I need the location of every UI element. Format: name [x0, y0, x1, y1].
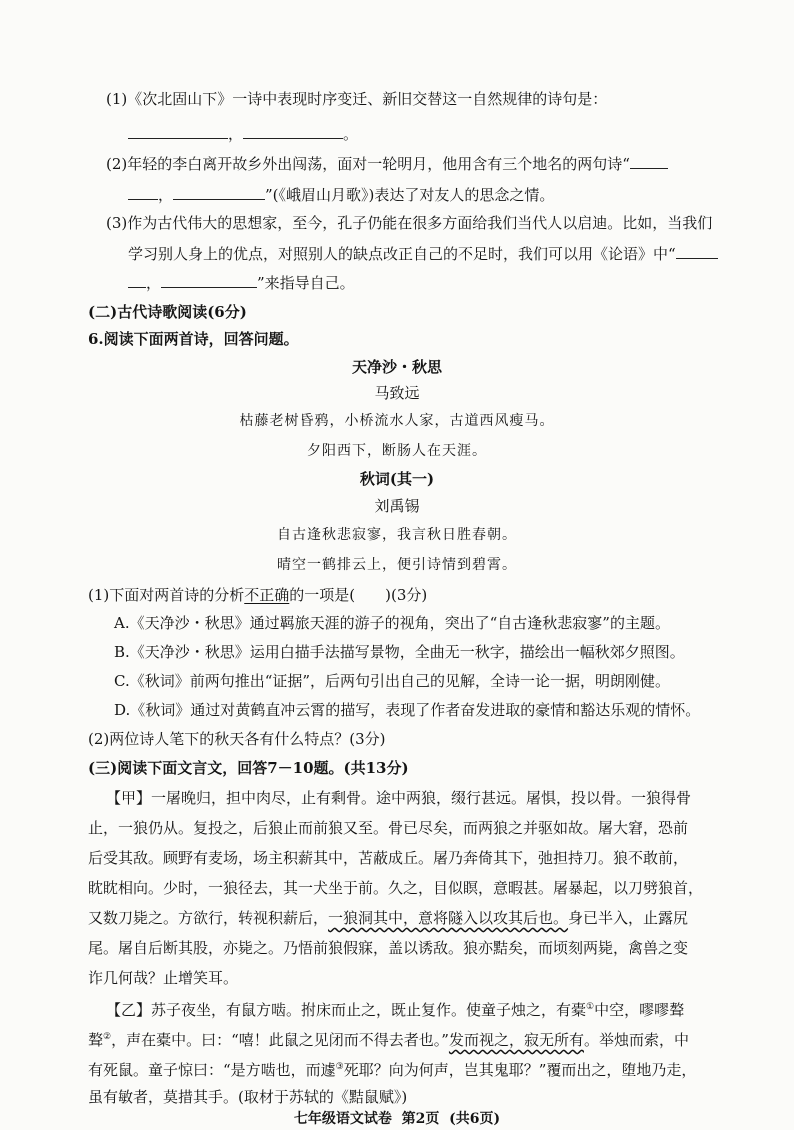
passage-jia-line: 尾。屠自后断其股，亦毙之。乃悟前狼假寐，盖以诱敌。狼亦黠矣，而顷刻两毙，禽兽之变	[88, 939, 689, 957]
passage-jia-line: 又数刀毙之。方欲行，转视积薪后，一狼洞其中，意将隧入以攻其后也。身已半入，止露尻	[88, 909, 689, 927]
passage-yi-line: 有死鼠。童子惊曰：“是方啮也，而遽③死耶？向为何声，岂其鬼耶？”覆而出之，堕地乃走，	[88, 1061, 697, 1079]
option-c[interactable]: C.《秋词》前两句推出“证据”，后两句引出自己的见解，全诗一论一据，明朗刚健。	[114, 672, 671, 690]
passage-jia-line: 【甲】一屠晚归，担中肉尽，止有剩骨。途中两狼，缀行甚远。屠惧，投以骨。一狼得骨	[106, 789, 692, 807]
underlined-sentence: 发而视之，寂无所有	[448, 1031, 584, 1049]
answer-blank[interactable]	[243, 122, 343, 139]
option-d[interactable]: D.《秋词》通过对黄鹤直冲云霄的描写，表现了作者奋发进取的豪情和豁达乐观的情怀。	[114, 701, 701, 719]
q6-stem: 6.阅读下面两首诗，回答问题。	[88, 330, 299, 348]
poem2-line2: 晴空一鹤排云上，便引诗情到碧霄。	[277, 557, 517, 573]
poem2-title: 秋词(其一)	[359, 470, 435, 488]
q5-part2-answer-line: ， ”(《峨眉山月歌》)表达了对友人的思念之情。	[128, 183, 554, 206]
answer-blank[interactable]	[676, 242, 718, 259]
poem1-title: 天净沙・秋思	[351, 358, 442, 376]
option-b[interactable]: B.《天净沙・秋思》运用白描手法描写景物，全曲无一秋字，描绘出一幅秋郊夕照图。	[114, 643, 685, 661]
q6-sub2-prompt: (2)两位诗人笔下的秋天各有什么特点？(3分)	[88, 730, 386, 748]
underlined-sentence: 一狼洞其中，意将隧入以攻其后也。	[328, 909, 569, 927]
q5-part1-answer-line: ， 。	[128, 122, 358, 145]
q5-part3-prompt: (3)作为古代伟大的思想家，至今，孔子仍能在很多方面给我们当代人以启迪。比如，当我们	[106, 214, 713, 232]
answer-blank[interactable]	[128, 183, 158, 200]
section-heading-classical: (三)阅读下面文言文，回答7－10题。(共13分)	[88, 759, 409, 777]
answer-blank[interactable]	[161, 271, 257, 288]
footnote-marker: ①	[586, 1002, 595, 1012]
poem1-line2: 夕阳西下，断肠人在天涯。	[307, 443, 487, 459]
passage-yi-line: 聱②，声在橐中。曰：“嘻！此鼠之见闭而不得去者也。”发而视之，寂无所有。举烛而索，中	[88, 1031, 689, 1049]
passage-jia-line: 止，一狼仍从。复投之，后狼止而前狼又至。骨已尽矣，而两狼之并驱如故。屠大窘，恐前	[88, 819, 689, 837]
answer-blank[interactable]	[128, 271, 146, 288]
q5-part3-prompt-cont: 学习别人身上的优点，对照别人的缺点改正自己的不足时，我们可以用《论语》中“	[128, 242, 718, 265]
q5-part3-answer-line: ， ”来指导自己。	[128, 271, 355, 294]
answer-blank[interactable]	[630, 152, 668, 169]
poem1-line1: 枯藤老树昏鸦，小桥流水人家，古道西风瘦马。	[239, 413, 555, 429]
q5-part2-prompt: (2)年轻的李白离开故乡外出闯荡，面对一轮明月，他用含有三个地名的两句诗“	[106, 152, 668, 175]
page-footer: 七年级语文试卷 第2页 (共6页)	[293, 1111, 501, 1127]
passage-yi-line: 虽有敏者，莫措其手。(取材于苏轼的《黠鼠赋》)	[88, 1088, 408, 1106]
option-a[interactable]: A.《天净沙・秋思》通过羁旅天涯的游子的视角，突出了“自古逢秋悲寂寥”的主题。	[114, 614, 670, 632]
answer-blank[interactable]	[128, 122, 228, 139]
passage-yi-line: 【乙】苏子夜坐，有鼠方啮。拊床而止之，既止复作。使童子烛之，有橐①中空，嘐嘐聱	[106, 1001, 685, 1019]
section-heading-poetry: (二)古代诗歌阅读(6分)	[88, 303, 247, 321]
poem2-author: 刘禹锡	[374, 497, 420, 515]
footnote-marker: ②	[103, 1032, 112, 1042]
answer-blank[interactable]	[173, 183, 265, 200]
passage-jia-line: 诈几何哉？止增笑耳。	[88, 969, 239, 987]
poem1-author: 马致远	[374, 384, 420, 402]
passage-jia-line: 后受其敌。顾野有麦场，场主积薪其中，苫蔽成丘。屠乃奔倚其下，弛担持刀。狼不敢前，	[88, 849, 689, 867]
footnote-marker: ③	[335, 1062, 344, 1072]
q6-sub1-prompt: (1)下面对两首诗的分析不正确的一项是( )(3分)	[88, 586, 428, 604]
passage-jia-line: 眈眈相向。少时，一狼径去，其一犬坐于前。久之，目似瞑，意暇甚。屠暴起，以刀劈狼首，	[88, 879, 704, 897]
poem2-line1: 自古逢秋悲寂寥，我言秋日胜春朝。	[277, 527, 517, 543]
q5-part1-prompt: (1)《次北固山下》一诗中表现时序变迁、新旧交替这一自然规律的诗句是：	[106, 90, 608, 108]
